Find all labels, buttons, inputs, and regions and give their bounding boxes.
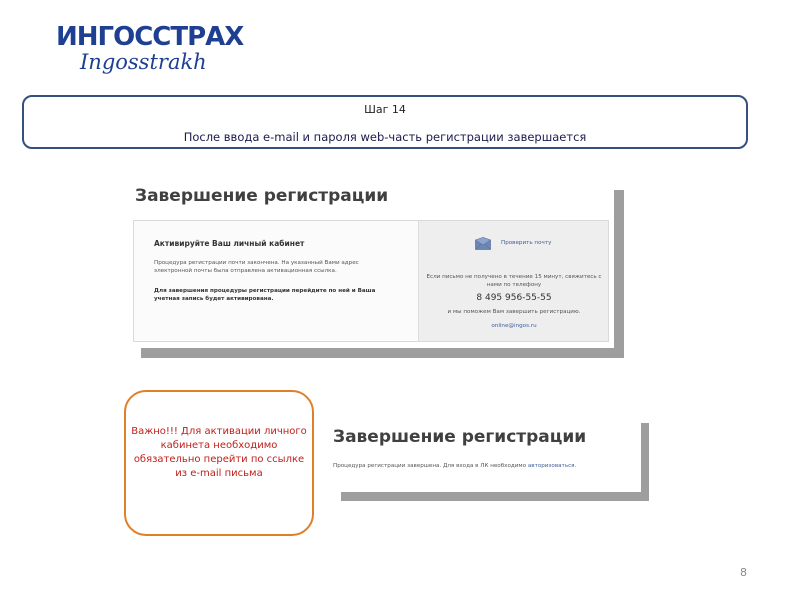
logo-wordmark: ИНГОССТРАХ bbox=[56, 22, 244, 52]
step-title: Шаг 14 bbox=[364, 103, 406, 116]
support-subtext: и мы поможем Вам завершить регистрацию. bbox=[447, 309, 581, 315]
step-box bbox=[22, 95, 748, 149]
important-note-text: Важно!!! Для активации личного кабинета необходимо обязательно перейти по ссылке из e-mail письма bbox=[131, 426, 307, 479]
activation-panel-right bbox=[418, 221, 608, 341]
check-mail-link[interactable] bbox=[475, 235, 605, 253]
check-mail-label: Проверить почту bbox=[501, 240, 552, 246]
screenshot2-title: Завершение регистрации bbox=[333, 427, 587, 447]
screenshot2-message bbox=[333, 463, 576, 469]
screenshot-registration-pending bbox=[131, 180, 614, 348]
activation-panel bbox=[133, 220, 609, 342]
ingosstrakh-logo bbox=[52, 18, 244, 78]
authorize-link[interactable]: авторизоваться. bbox=[527, 463, 577, 469]
logo-script: Ingosstrakh bbox=[80, 50, 207, 74]
screenshot1-title: Завершение регистрации bbox=[135, 186, 389, 206]
activation-paragraph-1: Процедура регистрации почти закончена. На указанный Вами адрес электронной почты была отправлена активационная ссылка. bbox=[154, 260, 359, 274]
envelope-icon bbox=[475, 237, 491, 250]
activation-paragraph-2: Для завершения процедуры регистрации перейдите по ней и Ваша учетная запись будет активирована. bbox=[154, 288, 376, 302]
support-phone: 8 495 956-55-55 bbox=[476, 293, 552, 303]
screenshot-registration-complete bbox=[333, 414, 641, 492]
step-description: После ввода e-mail и пароля web-часть регистрации завершается bbox=[183, 130, 587, 144]
activation-panel-left bbox=[134, 221, 418, 341]
support-email-link[interactable]: online@ingos.ru bbox=[491, 323, 537, 329]
support-info: Если письмо не получено в течение 15 минут, свяжитесь с нами по телефону bbox=[426, 274, 602, 288]
completion-text: Процедура регистрации завершена. Для входа в ЛК необходимо bbox=[333, 463, 527, 469]
page-number: 8 bbox=[740, 566, 747, 579]
activation-heading: Активируйте Ваш личный кабинет bbox=[154, 239, 305, 248]
important-note bbox=[124, 390, 314, 536]
